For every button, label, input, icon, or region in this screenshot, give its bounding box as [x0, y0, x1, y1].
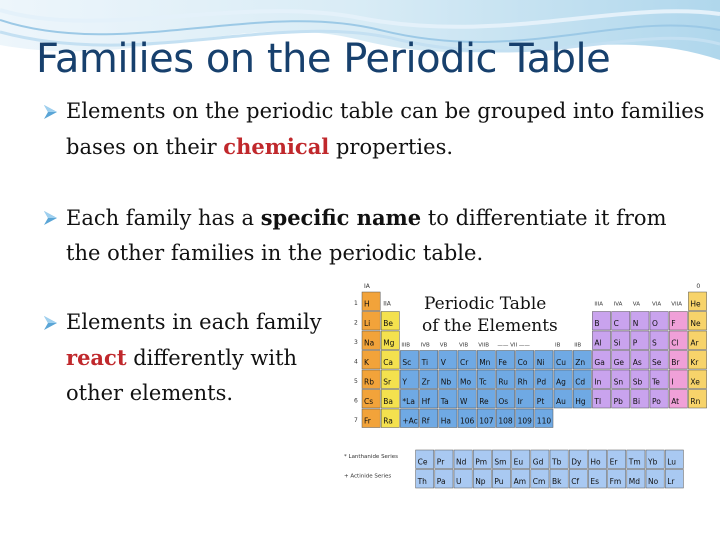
- f-block-symbol: U: [456, 477, 462, 486]
- element-symbol: Ru: [498, 377, 509, 387]
- element-symbol: 109: [517, 416, 532, 426]
- f-block-symbol: Lr: [667, 477, 675, 486]
- element-symbol: Pb: [613, 397, 623, 406]
- element-symbol: Se: [652, 358, 662, 367]
- element-symbol: Cs: [364, 397, 374, 406]
- element-symbol: Po: [652, 397, 661, 406]
- element-symbol: Ir: [517, 397, 523, 406]
- f-block-symbol: Sm: [494, 457, 507, 467]
- f-block-symbol: No: [648, 477, 659, 486]
- group-label-middle: —— VII ——: [497, 342, 530, 349]
- element-symbol: Ta: [440, 397, 449, 406]
- bullet-3: [66, 305, 356, 411]
- element-symbol: Sb: [632, 377, 643, 387]
- element-symbol: F: [671, 319, 676, 328]
- element-symbol: Cl: [671, 338, 679, 348]
- group-label-right: IVA: [613, 301, 623, 308]
- f-block-symbol: Am: [513, 477, 527, 486]
- period-number: 6: [354, 397, 358, 405]
- period-number: 7: [354, 417, 358, 424]
- bullet-1-text: Elements on the periodic table can be grouped into families bases on their: [66, 99, 705, 159]
- f-block-symbol: Nd: [456, 457, 467, 467]
- element-symbol: Pt: [536, 397, 545, 406]
- element-symbol: Sr: [383, 377, 392, 387]
- element-symbol: Tc: [479, 377, 487, 387]
- period-number: 3: [354, 339, 358, 346]
- element-symbol: Ag: [556, 377, 566, 387]
- f-block-symbol: Ce: [417, 457, 428, 467]
- f-block-symbol: Tb: [552, 457, 562, 467]
- f-block-symbol: Eu: [513, 457, 524, 467]
- group-label-iia: IIA: [383, 300, 391, 308]
- element-symbol: Ba: [383, 397, 393, 406]
- element-symbol: In: [594, 377, 602, 387]
- periodic-table-title-line2: of the Elements: [422, 316, 558, 336]
- group-label-middle: IIB: [574, 342, 582, 349]
- element-symbol: Ha: [440, 416, 452, 426]
- element-symbol: O: [652, 319, 658, 328]
- element-symbol: V: [440, 358, 446, 367]
- group-label-middle: VIIB: [478, 342, 489, 349]
- element-symbol: Ti: [421, 358, 429, 367]
- bullet-3-highlight: react: [66, 345, 127, 370]
- element-symbol: Sn: [613, 377, 624, 387]
- element-symbol: Ne: [690, 319, 701, 328]
- element-symbol: Rb: [364, 377, 374, 387]
- element-symbol: Sc: [402, 358, 412, 367]
- period-number: 2: [354, 319, 358, 327]
- period-number: 1: [354, 300, 358, 307]
- f-block-symbol: Tm: [628, 457, 641, 467]
- element-symbol: W: [460, 397, 468, 406]
- element-symbol: Hg: [575, 397, 586, 406]
- element-symbol: Nb: [440, 377, 452, 387]
- group-label-right: VA: [632, 301, 640, 308]
- group-label-middle: IVB: [420, 342, 430, 349]
- element-symbol: Xe: [690, 377, 700, 387]
- f-block-symbol: Cf: [571, 477, 580, 486]
- element-symbol: Ge: [613, 358, 625, 367]
- bullet-arrow-icon: [42, 314, 60, 332]
- f-block-symbol: Lu: [667, 457, 677, 467]
- element-symbol: Ar: [690, 338, 699, 348]
- f-block-symbol: Np: [475, 477, 486, 486]
- bullet-1-highlight: chemical: [223, 134, 330, 159]
- f-block-symbol: Dy: [571, 457, 582, 467]
- element-symbol: Pd: [536, 377, 547, 387]
- element-symbol: 106: [460, 416, 475, 426]
- f-block-symbol: Es: [590, 477, 600, 486]
- f-block-symbol: Gd: [532, 457, 544, 467]
- element-symbol: Li: [364, 319, 371, 328]
- element-symbol: Cd: [575, 377, 586, 387]
- element-symbol: Kr: [690, 358, 699, 367]
- element-symbol: Cu: [556, 358, 566, 367]
- group-label-middle: VIB: [459, 342, 469, 349]
- bullet-2-highlight: specific name: [260, 205, 422, 230]
- f-block-symbol: Er: [609, 457, 618, 467]
- element-symbol: Hf: [421, 397, 430, 406]
- slide-title: Families on the Periodic Table: [36, 36, 611, 82]
- element-symbol: Si: [613, 338, 621, 348]
- element-symbol: Zn: [575, 358, 586, 367]
- element-symbol: Br: [671, 358, 680, 367]
- element-symbol: 107: [479, 416, 494, 426]
- bullet-2-text: Each family has a: [66, 206, 261, 230]
- group-label-middle: IIIB: [401, 342, 411, 349]
- group-label-right: VIA: [652, 301, 662, 308]
- element-symbol: Mn: [479, 358, 491, 367]
- element-symbol: C: [613, 319, 619, 328]
- lanthanide-series-label: * Lanthanide Series: [344, 454, 398, 460]
- f-block-symbol: Ho: [590, 457, 601, 467]
- element-symbol: Ga: [594, 358, 605, 367]
- element-symbol: Bi: [632, 397, 641, 406]
- element-symbol: Ca: [383, 358, 394, 367]
- element-symbol: Os: [498, 397, 509, 406]
- bullet-2-text-end: to differentiate it from the other families in the periodic table.: [66, 206, 667, 265]
- element-symbol: H: [364, 299, 370, 309]
- element-symbol: Tl: [594, 397, 602, 406]
- element-symbol: Fr: [364, 416, 371, 426]
- bullet-1: [66, 94, 706, 165]
- group-label-ia: IA: [364, 283, 370, 290]
- element-symbol: Co: [517, 358, 528, 367]
- element-symbol: He: [690, 299, 701, 309]
- bullet-1-text-end: properties.: [329, 135, 454, 159]
- element-symbol: As: [632, 358, 642, 367]
- f-block-symbol: Pr: [436, 457, 445, 467]
- bullet-3-text-end: differently with other elements.: [66, 346, 298, 405]
- group-label-zero: 0: [696, 283, 701, 290]
- period-number: 4: [354, 358, 358, 366]
- element-symbol: Re: [479, 397, 489, 406]
- f-block-symbol: Cm: [532, 477, 546, 486]
- bullet-arrow-icon: [42, 209, 60, 227]
- f-block-symbol: Yb: [648, 457, 658, 467]
- element-symbol: S: [652, 338, 657, 348]
- group-label-right: IIIA: [594, 301, 604, 308]
- f-block-symbol: Bk: [552, 477, 562, 486]
- element-symbol: *La: [402, 397, 415, 406]
- element-symbol: Y: [402, 377, 407, 387]
- element-symbol: Be: [383, 319, 393, 328]
- period-number: 5: [354, 378, 358, 385]
- f-block-symbol: Pm: [475, 457, 488, 467]
- f-block-symbol: Pa: [436, 477, 446, 486]
- periodic-table-title-line1: Periodic Table: [424, 294, 547, 314]
- element-symbol: Mo: [460, 377, 472, 387]
- element-symbol: I: [671, 377, 674, 387]
- bullet-2: [66, 200, 706, 271]
- element-symbol: Rf: [421, 416, 430, 426]
- element-symbol: Rn: [690, 397, 701, 406]
- element-symbol: P: [632, 338, 638, 348]
- element-symbol: 110: [536, 416, 552, 426]
- element-symbol: B: [594, 319, 600, 328]
- element-symbol: +Ac: [402, 416, 418, 426]
- element-symbol: At: [671, 397, 680, 406]
- bullet-arrow-icon: [42, 103, 60, 121]
- element-symbol: Ni: [536, 358, 545, 367]
- actinide-series-label: + Actinide Series: [344, 473, 392, 480]
- f-block-symbol: Md: [628, 477, 641, 486]
- f-block-symbol: Th: [417, 477, 427, 486]
- element-symbol: Cr: [460, 358, 469, 367]
- element-symbol: K: [364, 358, 369, 367]
- element-symbol: N: [632, 319, 639, 328]
- element-symbol: Ra: [383, 416, 393, 426]
- f-block-symbol: Fm: [609, 477, 622, 486]
- group-label-middle: IB: [555, 342, 561, 349]
- element-symbol: Zr: [421, 377, 430, 387]
- element-symbol: Al: [594, 338, 602, 348]
- bullet-3-text: Elements in each family: [66, 310, 322, 334]
- f-block-symbol: Pu: [494, 477, 504, 486]
- element-symbol: Fe: [498, 358, 507, 367]
- element-symbol: Mg: [383, 338, 395, 348]
- element-symbol: 108: [498, 416, 513, 426]
- periodic-table-image: [340, 282, 716, 522]
- group-label-right: VIIA: [671, 301, 682, 308]
- element-symbol: Na: [364, 338, 375, 348]
- element-symbol: Rh: [517, 377, 528, 387]
- group-label-middle: VB: [439, 342, 448, 349]
- element-symbol: Au: [556, 397, 566, 406]
- element-symbol: Te: [652, 377, 660, 387]
